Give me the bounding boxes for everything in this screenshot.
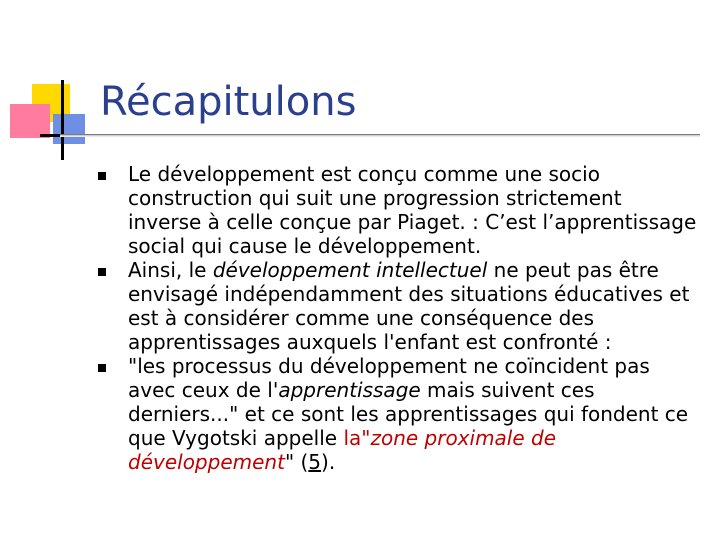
highlight-prefix: la" (343, 426, 371, 450)
bullet-list (98, 162, 698, 474)
title-underline (60, 134, 700, 137)
bullet-item-3 (98, 354, 698, 474)
bullet-text-prefix: "les processus du développement ne coïncident pas avec ceux de l' (128, 354, 650, 402)
square-bullet-icon (98, 268, 106, 276)
square-bullet-icon (98, 172, 106, 180)
closing-text: ). (321, 450, 336, 474)
reference-link[interactable]: 5 (308, 450, 322, 474)
bullet-text-middle: mais suivent ces derniers..." et ce sont les apprentissages qui fondent ce que Vygotski appelle (128, 378, 689, 450)
slide-title: Récapitulons (100, 79, 357, 125)
bullet-text-prefix: Ainsi, le (128, 258, 213, 282)
emphasized-term: développement intellectuel (212, 258, 488, 282)
logo-blue-square (53, 114, 85, 144)
logo-vertical-line (61, 80, 64, 160)
logo-pink-square (10, 104, 50, 138)
highlight-suffix: " ( (284, 450, 309, 474)
highlight-emphasis: zone proximale de développement (128, 426, 557, 474)
bullet-text: Le développement est conçu comme une socio construction qui suit une progression strictement inverse à celle conçue par Piaget. : C’est l’apprentissage social qui cause le développement. (128, 162, 697, 258)
bullet-text-suffix: ne peut pas être envisagé indépendamment des situations éducatives et est à considérer comme une conséquence des apprentissages auxquels l'enfant est confronté : (128, 258, 690, 354)
bullet-item-2 (98, 258, 698, 354)
emphasized-term: apprentissage (278, 378, 421, 402)
square-bullet-icon (98, 364, 106, 372)
bullet-item-1 (98, 162, 698, 258)
